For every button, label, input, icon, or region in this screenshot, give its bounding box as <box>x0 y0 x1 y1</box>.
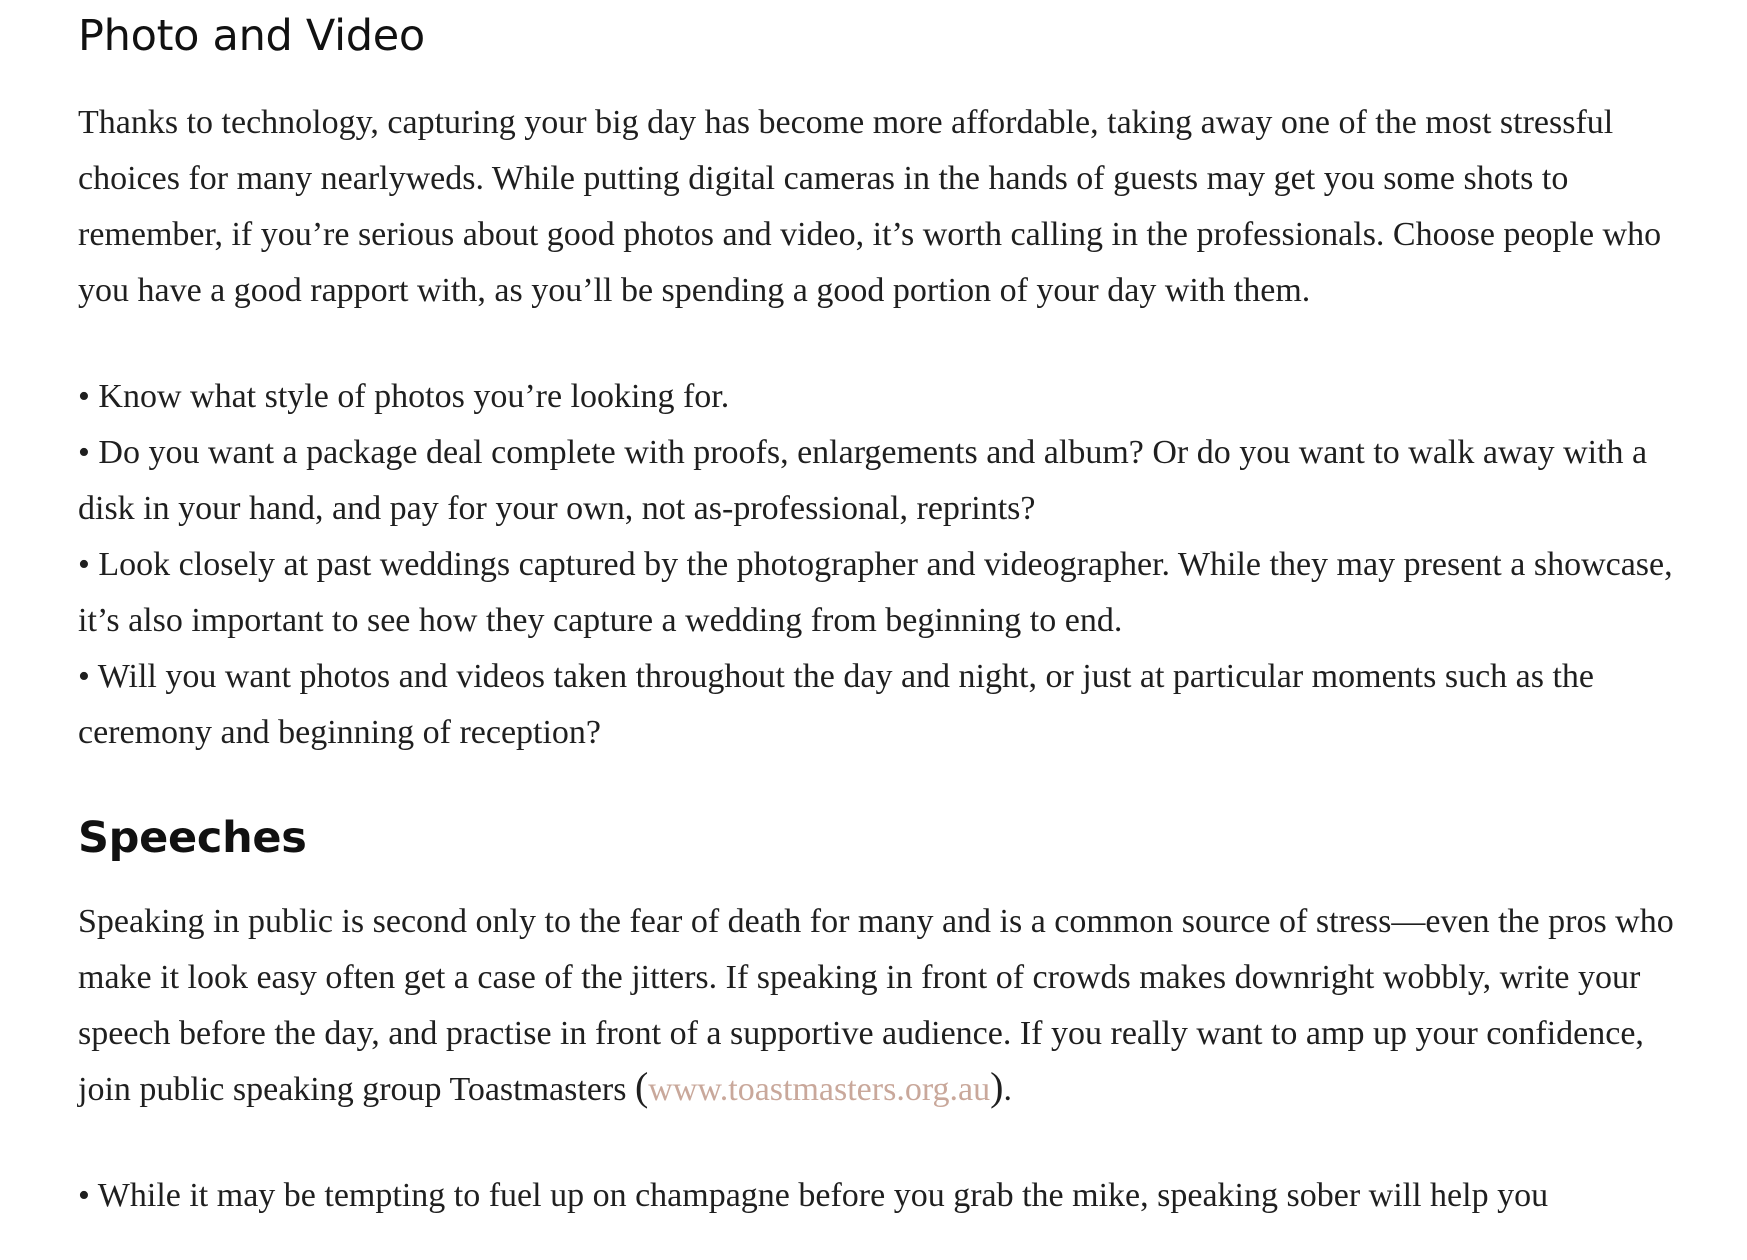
section-heading-photo-video: Photo and Video <box>78 11 425 61</box>
list-item: • Look closely at past weddings captured by the photographer and videographer. While they may present a showcase, it’s also important to see how they capture a wedding from beginning to end. <box>78 545 1673 639</box>
list-item: • While it may be tempting to fuel up on champagne before you grab the mike, speaking sober will help you <box>78 1177 1549 1215</box>
open-parenthesis: ( <box>634 1064 649 1110</box>
list-item: • Will you want photos and videos taken throughout the day and night, or just at particular moments such as the ceremony and beginning of reception? <box>78 657 1595 751</box>
speeches-tips-list <box>78 1168 1678 1224</box>
list-item: • Do you want a package deal complete with proofs, enlargements and album? Or do you want to walk away with a disk in your hand, and pay for your own, not as-professional, reprints? <box>78 433 1648 527</box>
speeches-intro-paragraph <box>78 894 1678 1118</box>
photo-video-intro-paragraph: Thanks to technology, capturing your big day has become more affordable, taking away one of the most stressful choices for many nearlyweds. While putting digital cameras in the hands of guests may get you some shots to remember, if you’re serious about good photos and video, it’s worth calling in the professionals. Choose people who you have a good rapport with, as you’ll be spending a good portion of your day with them. <box>78 103 1662 309</box>
toastmasters-link[interactable]: www.toastmasters.org.au <box>648 1071 991 1109</box>
speeches-intro-text: Speaking in public is second only to the fear of death for many and is a common source of stress—even the pros who make it look easy often get a case of the jitters. If speaking in front of crowds makes downright wobbly, write your speech before the day, and practise in front of a supportive audience. If you really want to amp up your confidence, join public speaking group Toastmasters <box>78 903 1674 1109</box>
article-body <box>78 0 1678 1224</box>
speeches-intro-end: . <box>1003 1071 1012 1109</box>
list-item: • Know what style of photos you’re looking for. <box>78 377 730 415</box>
section-heading-speeches: Speeches <box>78 812 307 863</box>
close-parenthesis: ) <box>990 1064 1004 1110</box>
photo-video-tips-list <box>78 369 1678 761</box>
